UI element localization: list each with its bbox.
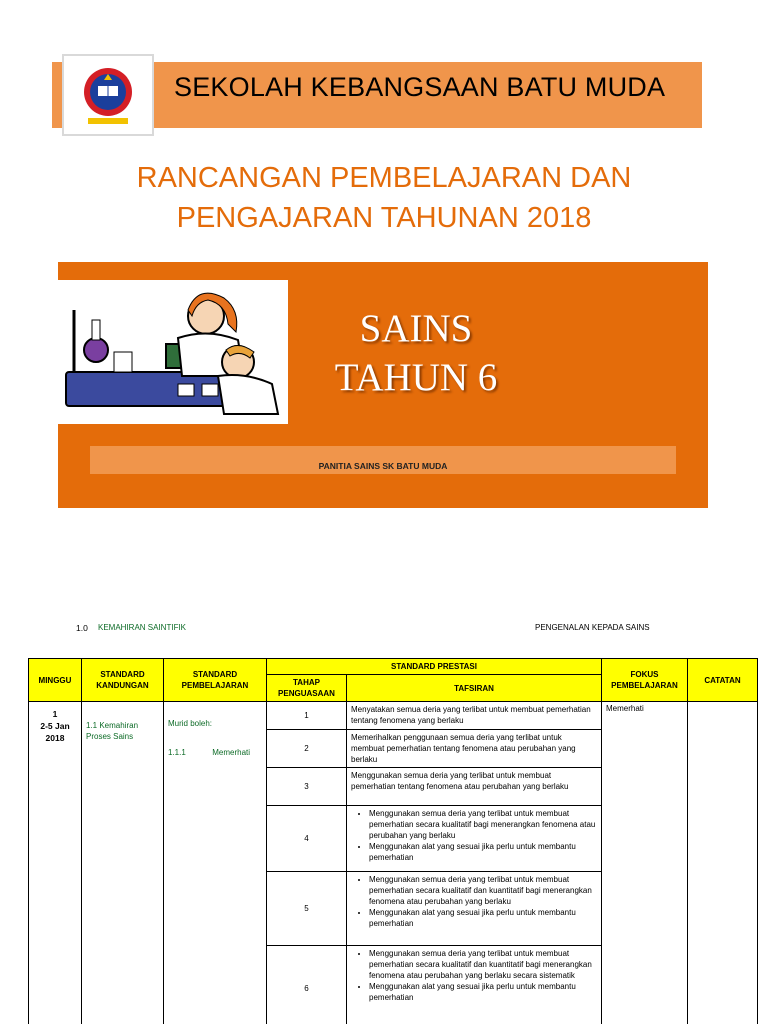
table-row [29,702,758,730]
level-description [347,946,602,1024]
header-standard-kandungan: STANDARD KANDUNGAN [82,659,164,702]
header-tafsiran: TAFSIRAN [347,675,602,702]
fokus-cell: Memerhati [602,702,688,1024]
science-kids-illustration [58,280,288,424]
panitia-bar: PANITIA SAINS SK BATU MUDA [90,446,676,474]
header-standard-prestasi: STANDARD PRESTASI [267,659,602,675]
catatan-cell [688,702,758,1024]
section-title: KEMAHIRAN SAINTIFIK [98,623,187,632]
level-text: Memerihalkan penggunaan semua deria yang terlibat untuk membuat pemerhatian tentang fenomena atau perubahan yang berlaku [351,733,576,764]
level-bullet-item: • Menggunakan semua deria yang terlibat untuk membuat pemerhatian secara kualitatif bagi menerangkan fenomena atau perubahan yang berlaku [369,808,597,841]
plan-title [0,158,768,238]
sp-item [168,747,262,758]
level-bullet-item: • Menggunakan alat yang sesuai jika perlu untuk membantu pemerhatian [369,841,597,863]
level-bullet-list [369,808,597,863]
standard-kandungan-cell: 1.1 Kemahiran Proses Sains [82,702,164,1024]
level-bullet-list [369,948,597,1003]
level-cell: 3 [267,768,347,806]
header-minggu: MINGGU [29,659,82,702]
sp-text: Memerhati [212,748,251,757]
level-text: Menyatakan semua deria yang terlibat untuk membuat pemerhatian tentang fenomena yang berlaku [351,705,591,725]
level-cell: 5 [267,872,347,946]
level-cell: 6 [267,946,347,1024]
level-bullet-item: • Menggunakan semua deria yang terlibat untuk membuat pemerhatian secara kualitatif dan kuantitatif bagi menerangkan fenomena atau perubahan yang berlaku secara sistematik [369,948,597,981]
week-number: 1 [52,709,58,719]
sp-code: 1.1.1 [168,748,186,757]
level-cell: 1 [267,702,347,730]
school-crest-icon [64,56,152,134]
subject-year-line: TAHUN 6 [334,356,498,399]
level-bullet-item: • Menggunakan alat yang sesuai jika perlu untuk membantu pemerhatian [369,907,597,929]
week-cell [29,702,82,1024]
week-year: 2018 [45,733,65,743]
header-catatan: CATATAN [688,659,758,702]
school-logo [62,54,154,136]
level-cell: 2 [267,730,347,768]
level-description [347,702,602,730]
science-lab-illustration-icon [58,280,288,424]
level-bullet-item: • Menggunakan semua deria yang terlibat untuk membuat pemerhatian secara kualitatif dan kuantitatif bagi menerangkan fenomena atau perubahan yang berlaku [369,874,597,907]
level-bullet-list [369,874,597,929]
plan-title-line1: RANCANGAN PEMBELAJARAN DAN [136,162,632,194]
standard-pembelajaran-cell [164,702,267,1024]
yearly-plan-table [28,658,758,1024]
subject-name-line: SAINS [359,307,473,350]
level-description [347,730,602,768]
plan-title-line2: PENGAJARAN TAHUNAN 2018 [176,202,592,234]
week-dates: 2-5 Jan [40,721,70,731]
header-standard-pembelajaran: STANDARD PEMBELAJARAN [164,659,267,702]
level-description [347,872,602,946]
school-name: SEKOLAH KEBANGSAAN BATU MUDA [174,72,666,102]
level-description [347,768,602,806]
level-text: Menggunakan semua deria yang terlibat untuk membuat pemerhatian tentang fenomena atau perubahan yang berlaku [351,771,569,791]
sp-intro: Murid boleh: [168,719,213,728]
level-bullet-item: • Menggunakan alat yang sesuai jika perlu untuk membantu pemerhatian [369,981,597,1003]
header-tahap-penguasaan: TAHAP PENGUASAAN [267,675,347,702]
plan-table-body [29,702,758,1024]
header-fokus-pembelajaran: FOKUS PEMBELAJARAN [602,659,688,702]
level-description [347,806,602,872]
section-topic: PENGENALAN KEPADA SAINS [535,623,650,632]
level-cell: 4 [267,806,347,872]
subject-title [326,304,506,402]
section-number: 1.0 [76,623,88,633]
